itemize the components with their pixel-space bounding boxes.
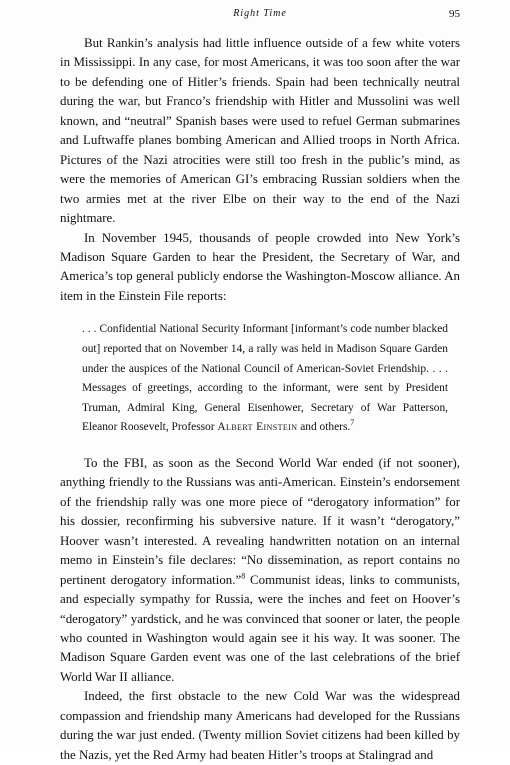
block-quote <box>60 320 460 438</box>
paragraph-3-note-marker: 8 <box>241 571 246 581</box>
paragraph-3-part-2: Communist ideas, links to communists, and especially sympathy for Russia, were the inches and feet on Hoover’s “derogatory” yardstick, and he was convinced that sooner or later, the people who counted in Washington would again see it his way. It was sooner. The Madison Square Garden event was one of the last celebrations of the brief World War II alliance. <box>60 572 460 684</box>
page-number: 95 <box>449 8 460 20</box>
paragraph-1: But Rankin’s analysis had little influence outside of a few white voters in Mississippi. In any case, for most Americans, it was too soon after the war to be defending one of Hitler’s friends. Spain had been technically neutral during the war, but Franco’s friendship with Hitler and Mussolini was well known, and “neutral” Spanish bases were used to refuel German submarines and Luftwaffe planes bombing American and Allied troops in North Africa. Pictures of the Nazi atrocities were still too fresh in the public’s mind, as were the memories of American GI’s embracing Russian soldiers when the two armies met at the river Elbe on their way to the end of the Nazi nightmare. <box>60 36 460 226</box>
quote-text-part-1: . . . Confidential National Security Informant [informant’s code number blacked out] reported that on November 14, a rally was held in Madison Square Garden under the auspices of the National Council of American-Soviet Friendship. . . . Messages of greetings, according to the informant, were sent by President Truman, Admiral King, General Eisenhower, Secretary of War Patterson, Eleanor Roosevelt, Professor <box>82 323 448 434</box>
body-text <box>60 34 460 765</box>
paragraph-3 <box>60 454 460 687</box>
paragraph-2: In November 1945, thousands of people crowded into New York’s Madison Square Garden to hear the President, the Secretary of War, and America’s top general publicly endorse the Washington-Moscow alliance. An item in the Einstein File reports: <box>60 230 460 303</box>
paragraph-4: Indeed, the first obstacle to the new Cold War was the widespread compassion and friendship many Americans had developed for the Russians during the war just ended. (Twenty million Soviet citizens had been killed by the Nazis, yet the Red Army had beaten Hitler’s troops at Stalingrad and <box>60 689 460 762</box>
paragraph-3-part-1: To the FBI, as soon as the Second World War ended (if not sooner), anything friendly to the Russians was anti-American. Einstein’s endorsement of the friendship rally was one more piece of “derogatory information” for his dossier, reconfirming his subversive nature. If it wasn’t “derogatory,” Hoover wasn’t interested. A revealing handwritten notation on an internal memo in Einstein’s file declares: “No dissemination, as report contains no pertinent derogatory information.” <box>60 455 460 587</box>
quote-name: Albert Einstein <box>217 421 298 434</box>
quote-note-marker: 7 <box>350 418 355 428</box>
running-head-title: Right Time <box>233 8 287 19</box>
running-head <box>60 8 460 24</box>
quote-text-part-2: and others. <box>297 421 351 434</box>
